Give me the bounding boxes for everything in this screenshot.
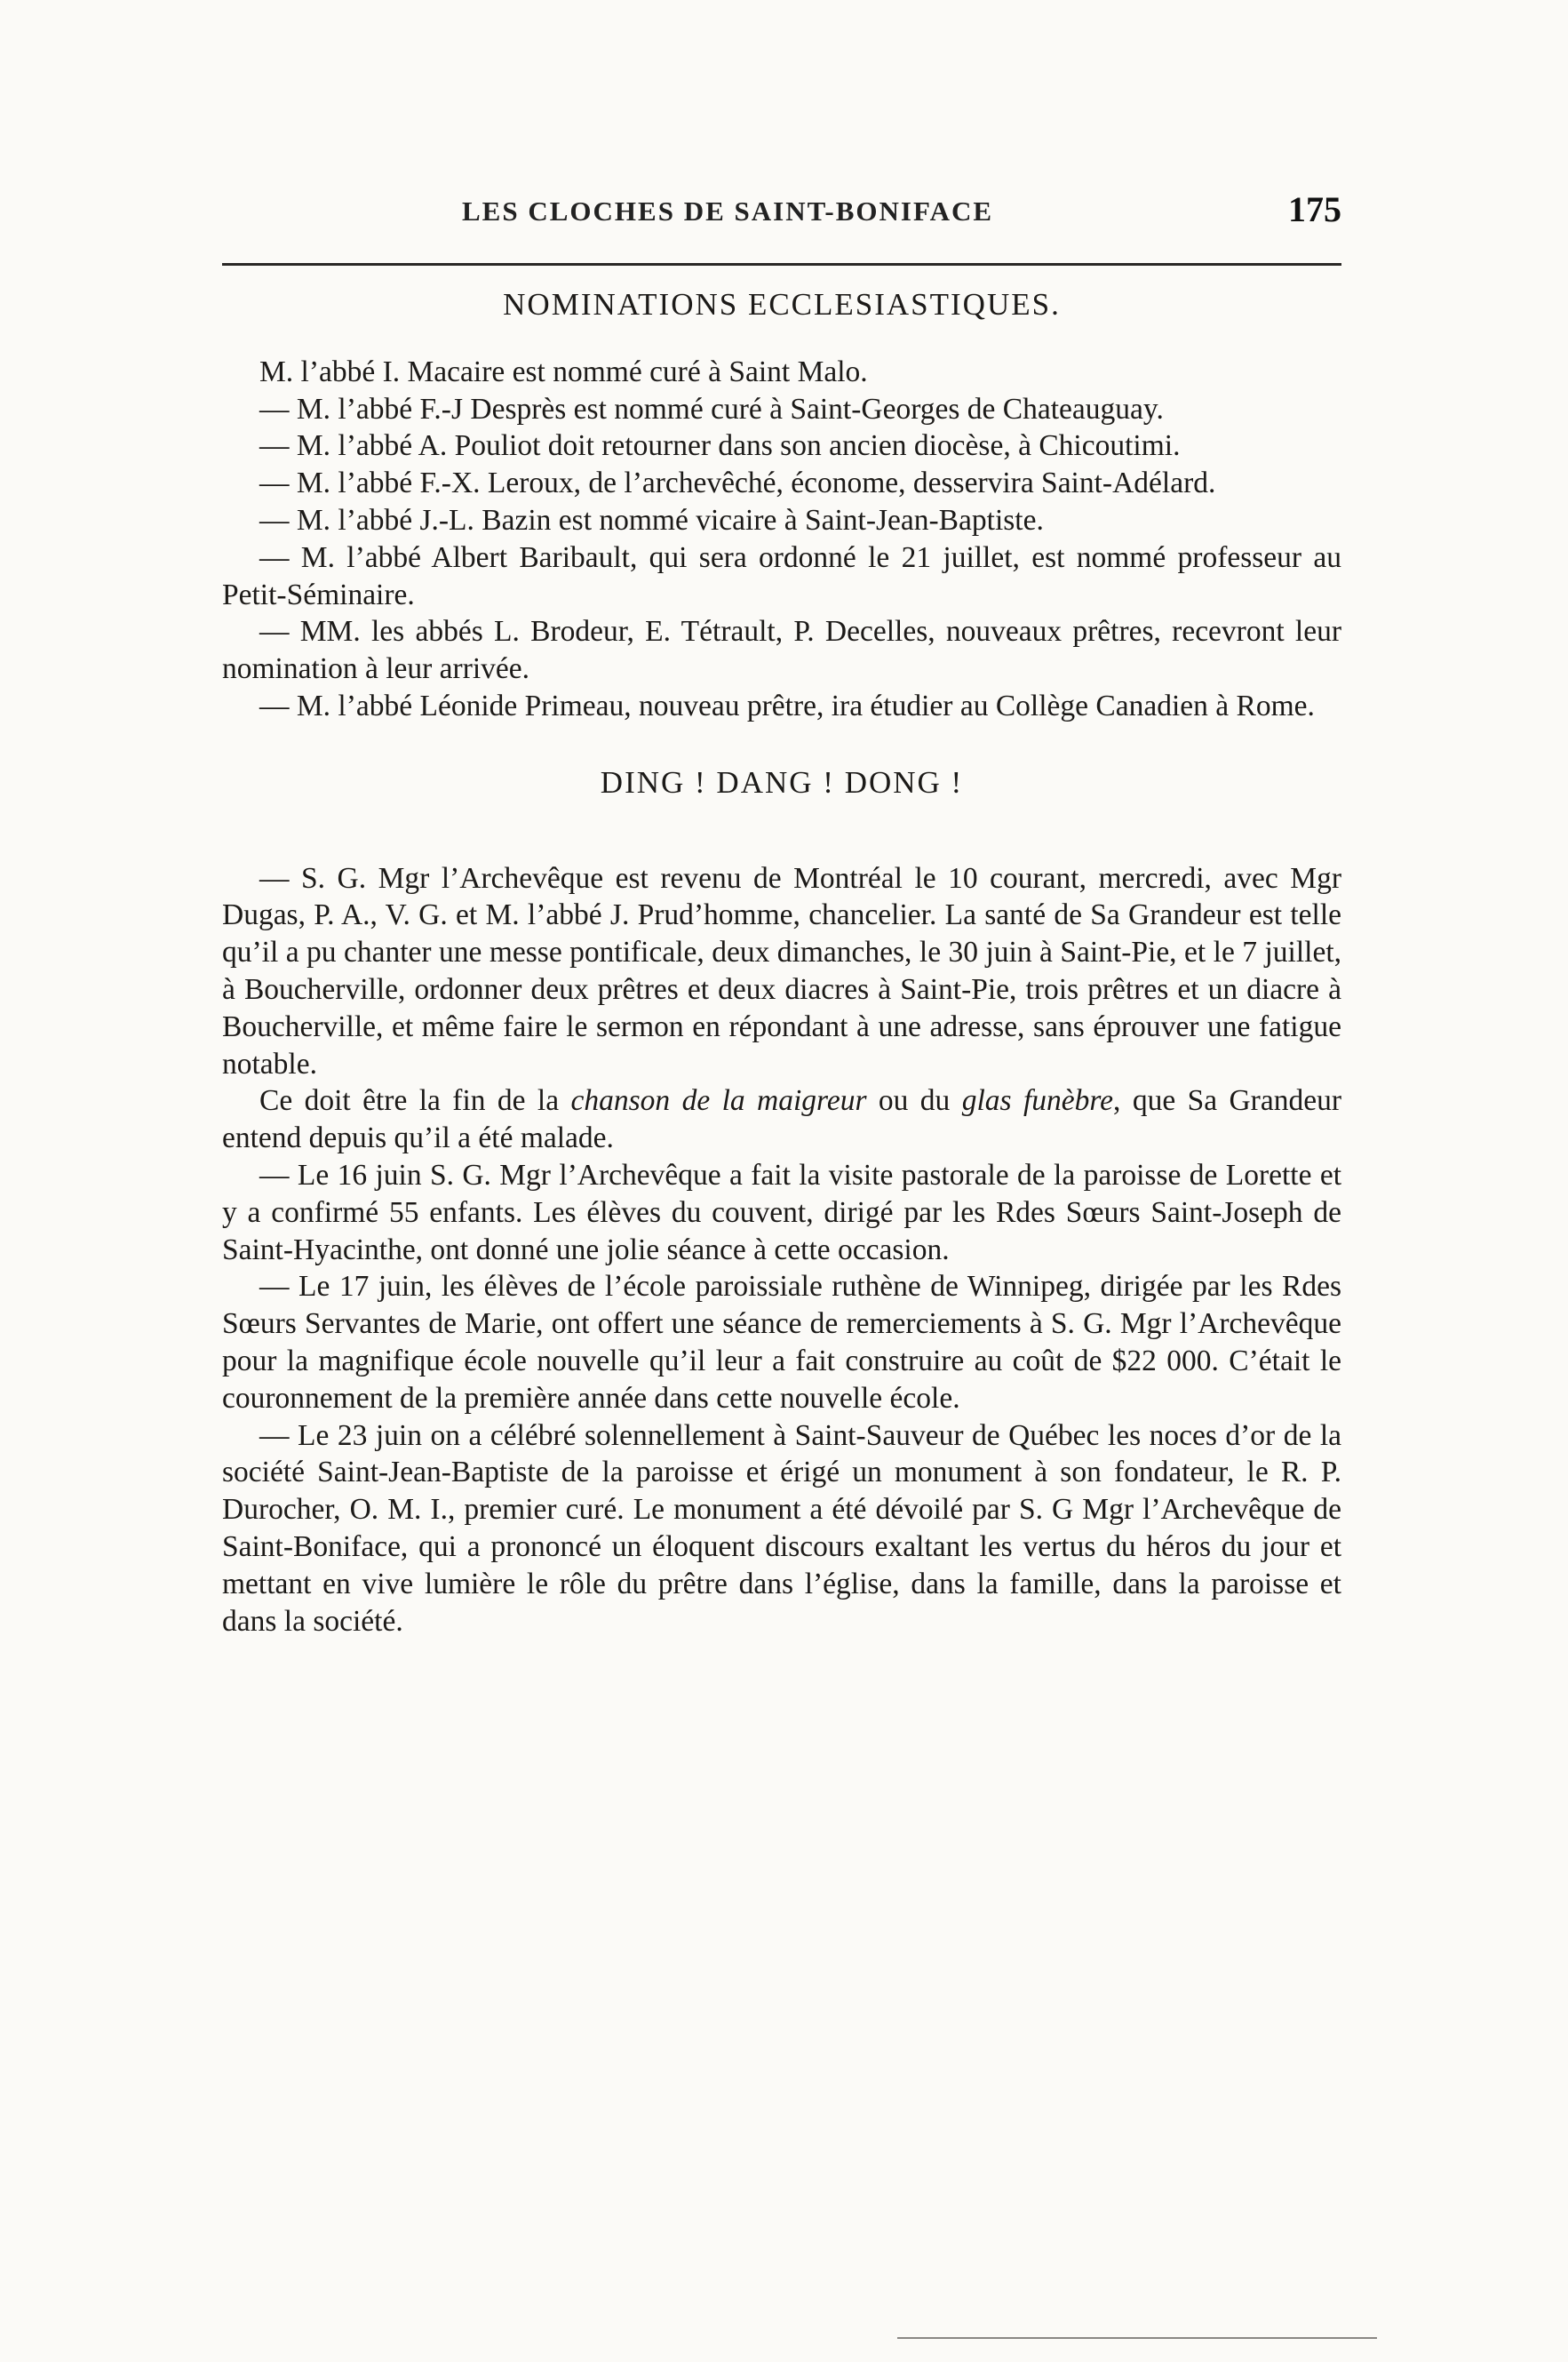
news-text: , que Sa Grandeur entend depuis qu’il a été malade.: [222, 1084, 1341, 1155]
nomination-paragraph: — M. l’abbé Léonide Primeau, nouveau prêtre, ira étudier au Collège Canadien à Rome.: [259, 689, 1315, 722]
nomination-paragraph: — M. l’abbé J.-L. Bazin est nommé vicaire à Saint-Jean-Baptiste.: [259, 503, 1044, 537]
bottom-rule: [897, 2337, 1377, 2339]
running-head: [222, 188, 1341, 242]
italic-phrase: glas funèbre: [961, 1084, 1114, 1118]
news-paragraph: — S. G. Mgr l’Archevêque est revenu de Montréal le 10 courant, mercredi, avec Mgr Dugas, P. A., V. G. et M. l’abbé J. Prud’homme, chancelier. La santé de Sa Grandeur est telle qu’il a pu chanter une messe pontificale, deux dimanches, le 30 juin à Saint-Pie, et le 7 juillet, à Boucherville, ordonner deux prêtres et deux diacres à Saint-Pie, trois prêtres et un diacre à Boucherville, et même faire le sermon en répondant à une adresse, sans éprouver une fatigue notable.: [222, 861, 1341, 1081]
news-paragraph: — Le 23 juin on a célébré solennellement à Saint-Sauveur de Québec les noces d’or de la société Saint-Jean-Baptiste de la paroisse et érigé un monument à son fondateur, le R. P. Durocher, O. M. I., premier curé. Le monument a été dévoilé par S. G Mgr l’Archevêque de Saint-Boniface, qui a prononcé un éloquent discours exaltant les vertus du héros du jour et mettant en vive lumière le rôle du prêtre dans l’église, dans la famille, dans la paroisse et dans la société.: [222, 1418, 1341, 1638]
italic-phrase: chanson de la maigreur: [570, 1084, 867, 1118]
nomination-paragraph: M. l’abbé I. Macaire est nommé curé à Saint Malo.: [259, 355, 868, 388]
text-body: [222, 267, 1341, 1640]
news-paragraph: — Le 16 juin S. G. Mgr l’Archevêque a fait la visite pastorale de la paroisse de Lorette et y a confirmé 55 enfants. Les élèves du couvent, dirigé par les Rdes Sœurs Saint-Joseph de Saint-Hyacinthe, ont donné une jolie séance à cette occasion.: [222, 1158, 1341, 1266]
news-paragraph: [222, 1082, 1341, 1157]
nomination-paragraph: — M. l’abbé Albert Baribault, qui sera ordonné le 21 juillet, est nommé professeur au Petit-Séminaire.: [222, 540, 1341, 611]
running-title: LES CLOCHES DE SAINT-BONIFACE: [462, 196, 994, 227]
nomination-paragraph: — M. l’abbé F.-J Desprès est nommé curé à Saint-Georges de Chateauguay.: [259, 392, 1164, 426]
header-rule: [222, 263, 1341, 266]
page-number: 175: [1288, 189, 1341, 229]
nomination-paragraph: — M. l’abbé A. Pouliot doit retourner dans son ancien diocèse, à Chicoutimi.: [259, 429, 1181, 463]
news-text: ou du: [866, 1084, 962, 1118]
nomination-paragraph: — MM. les abbés L. Brodeur, E. Tétrault, P. Decelles, nouveaux prêtres, recevront leur nomination à leur arrivée.: [222, 615, 1341, 686]
section-heading-ding-dang-dong: DING ! DANG ! DONG !: [600, 764, 964, 800]
news-paragraph: — Le 17 juin, les élèves de l’école paroissiale ruthène de Winnipeg, dirigée par les Rdes Sœurs Servantes de Marie, ont offert une séance de remerciements à S. G. Mgr l’Archevêque pour la magnifique école nouvelle qu’il leur a fait construire au coût de $22 000. C’était le couronnement de la première année dans cette nouvelle école.: [222, 1270, 1341, 1415]
nomination-paragraph: — M. l’abbé F.-X. Leroux, de l’archevêché, économe, desservira Saint-Adélard.: [259, 467, 1216, 500]
section-heading-nominations: NOMINATIONS ECCLESIASTIQUES.: [503, 287, 1061, 322]
news-text: Ce doit être la fin de la: [259, 1084, 571, 1118]
